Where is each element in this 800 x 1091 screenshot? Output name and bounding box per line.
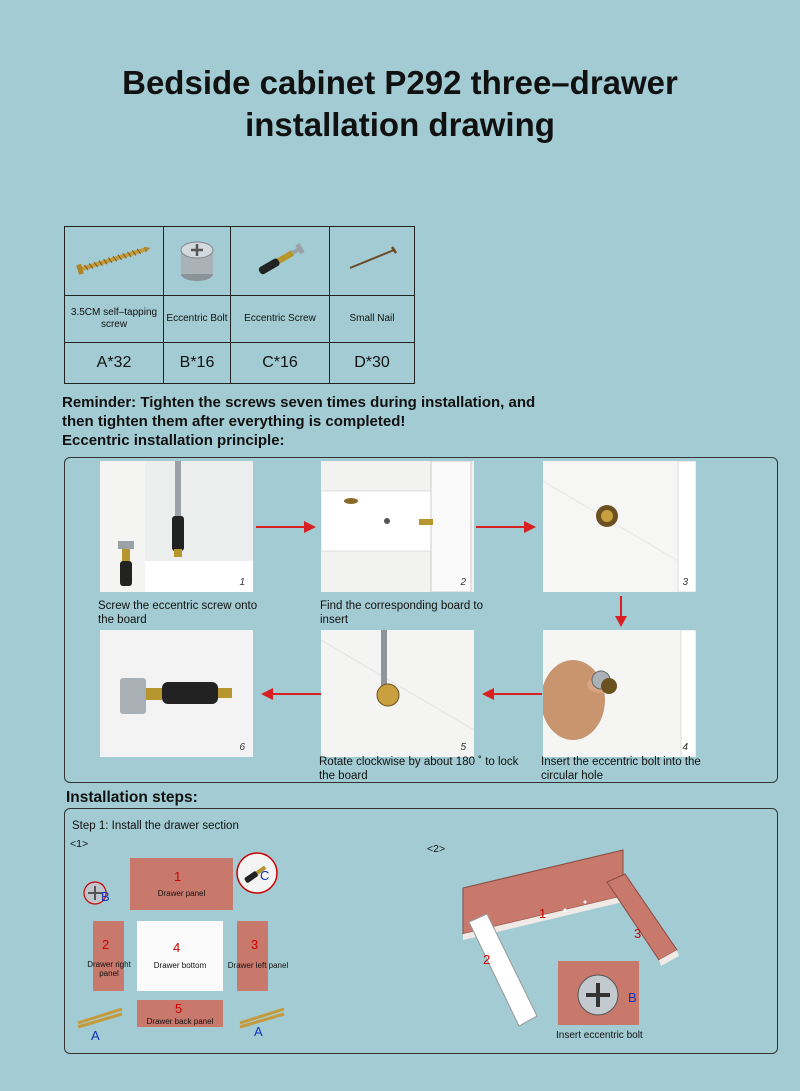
eccentric-bolt-closeup	[558, 961, 639, 1025]
caption-step-5: Rotate clockwise by about 180 ˚ to lock the board	[319, 756, 519, 782]
label-a-left: A	[91, 1028, 100, 1043]
arrow-right-icon	[476, 520, 538, 534]
reminder-text: Reminder: Tighten the screws seven times during installation, and then tighten them after everything is completed! Eccentric installation principle:	[62, 394, 536, 449]
assembly-num-1: 1	[539, 906, 547, 921]
part-qty: B*16	[164, 343, 231, 384]
hole-photo-icon	[543, 461, 696, 592]
rotate-photo-icon	[321, 630, 474, 757]
hand-insert-photo-icon	[543, 630, 696, 757]
arrow-left-icon	[259, 687, 321, 701]
eccentric-screw-icon	[250, 237, 310, 281]
arrow-left-icon	[480, 687, 542, 701]
part-cell	[164, 227, 231, 296]
part-cell	[65, 227, 164, 296]
drawer-left-panel-part: 3	[237, 921, 268, 991]
photo-step-6: 6	[100, 630, 253, 757]
drawer-panel-part: 1 Drawer panel	[130, 858, 233, 910]
sub-step-1: <1>	[70, 838, 89, 850]
arrow-right-icon	[256, 520, 318, 534]
part-cell	[330, 227, 415, 296]
parts-table	[64, 226, 415, 384]
insert-bolt-label: Insert eccentric bolt	[556, 1030, 643, 1041]
eccentric-bolt-icon	[175, 234, 219, 284]
tapping-screw-left-icon	[76, 1005, 126, 1029]
arrow-down-icon	[614, 596, 628, 628]
eccentric-screw-photo-icon	[100, 461, 253, 592]
board-photo-icon	[321, 461, 474, 592]
eccentric-bolt-closeup-icon	[558, 961, 639, 1025]
part-qty: A*32	[65, 343, 164, 384]
photo-step-1: 1	[100, 461, 253, 592]
caption-step-2: Find the corresponding board to insert	[320, 600, 484, 626]
drawer-right-label: Drawer right panel	[87, 960, 131, 978]
photo-step-4: 4	[543, 630, 696, 757]
drawer-left-label: Drawer left panel	[227, 961, 289, 970]
drawer-back-panel-part: 5 Drawer back panel	[137, 1000, 223, 1027]
caption-step-4: Insert the eccentric bolt into the circular hole	[541, 756, 701, 782]
part-label: Small Nail	[330, 296, 415, 343]
part-label: Eccentric Screw	[231, 296, 330, 343]
eccentric-screw-callout-icon	[235, 851, 280, 896]
step1-title: Step 1: Install the drawer section	[72, 820, 239, 832]
installation-steps-heading: Installation steps:	[66, 789, 198, 806]
photo-step-3: 3	[543, 461, 696, 592]
page-title: Bedside cabinet P292 three–drawer installation drawing	[122, 64, 678, 143]
tapping-screw-icon	[74, 239, 154, 279]
tapping-screw-right-icon	[238, 1005, 288, 1029]
photo-step-5: 5	[321, 630, 474, 757]
drawer-right-panel-part: 2	[93, 921, 124, 991]
drawer-bottom-part: 4 Drawer bottom	[137, 921, 223, 991]
assembled-screw-photo-icon	[100, 630, 253, 757]
label-a-right: A	[254, 1024, 263, 1039]
label-c: C	[260, 868, 270, 883]
part-label: 3.5CM self–tapping screw	[65, 296, 164, 343]
assembly-num-2: 2	[483, 952, 491, 967]
label-b-closeup: B	[628, 990, 637, 1005]
part-cell	[231, 227, 330, 296]
photo-step-2: 2	[321, 461, 474, 592]
part-qty: C*16	[231, 343, 330, 384]
part-label: Eccentric Bolt	[164, 296, 231, 343]
small-nail-icon	[344, 244, 400, 274]
caption-step-1: Screw the eccentric screw onto the board	[98, 600, 258, 626]
part-qty: D*30	[330, 343, 415, 384]
assembly-num-3: 3	[634, 926, 642, 941]
label-b: B	[101, 889, 110, 904]
sub-step-2: <2>	[427, 843, 446, 855]
